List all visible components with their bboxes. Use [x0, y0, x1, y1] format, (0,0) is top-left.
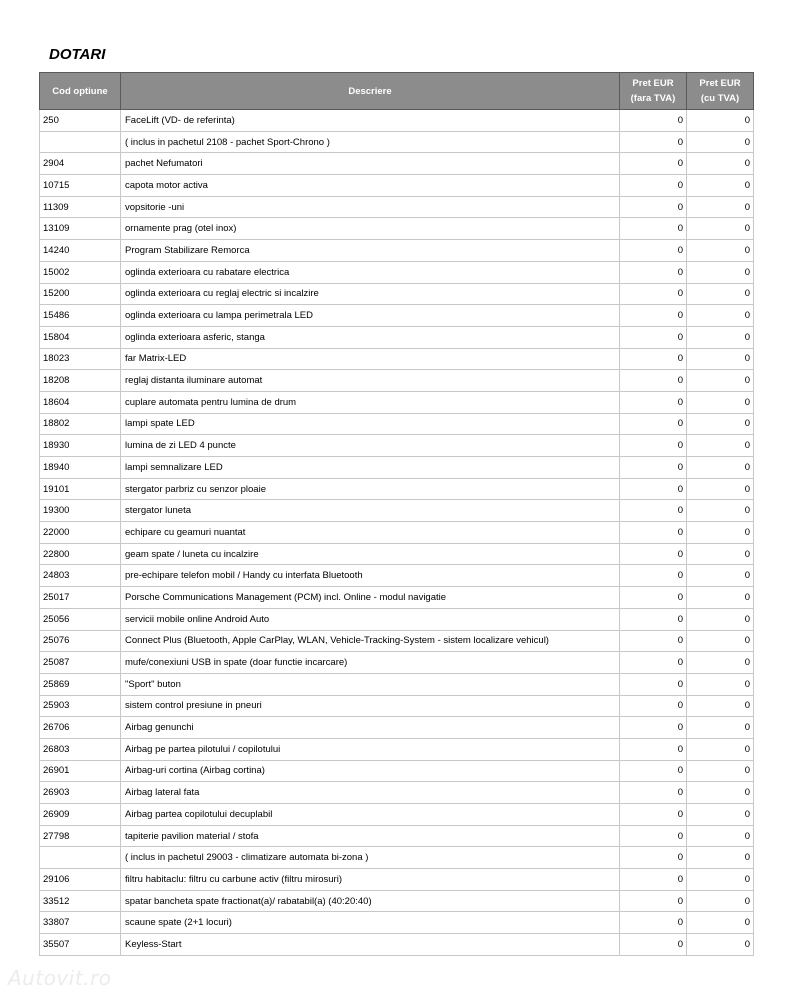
cell-description: oglinda exterioara cu reglaj electric si incalzire: [121, 283, 620, 305]
cell-description: pre-echipare telefon mobil / Handy cu interfata Bluetooth: [121, 565, 620, 587]
table-row: [40, 110, 754, 132]
cell-price-incl-vat: 0: [687, 543, 754, 565]
cell-price-excl-vat: 0: [620, 305, 687, 327]
cell-description: scaune spate (2+1 locuri): [121, 912, 620, 934]
cell-price-incl-vat: 0: [687, 760, 754, 782]
table-row: [40, 608, 754, 630]
cell-code: 19101: [40, 478, 121, 500]
cell-price-incl-vat: 0: [687, 435, 754, 457]
cell-price-excl-vat: 0: [620, 695, 687, 717]
cell-price-excl-vat: 0: [620, 890, 687, 912]
table-header-row: [40, 73, 754, 110]
watermark-logo: Autovit.ro: [8, 966, 112, 990]
cell-description: Program Stabilizare Remorca: [121, 240, 620, 262]
cell-description: lumina de zi LED 4 puncte: [121, 435, 620, 457]
table-row: [40, 630, 754, 652]
cell-description: Connect Plus (Bluetooth, Apple CarPlay, WLAN, Vehicle-Tracking-System - sistem localizare vehicul): [121, 630, 620, 652]
table-row: [40, 673, 754, 695]
cell-code: 25903: [40, 695, 121, 717]
cell-price-excl-vat: 0: [620, 196, 687, 218]
cell-code: 18940: [40, 457, 121, 479]
table-row: [40, 522, 754, 544]
header-price-incl-line1: Pret EUR: [699, 78, 741, 89]
cell-price-excl-vat: 0: [620, 218, 687, 240]
cell-description: "Sport" buton: [121, 673, 620, 695]
cell-price-incl-vat: 0: [687, 587, 754, 609]
cell-description: echipare cu geamuri nuantat: [121, 522, 620, 544]
cell-code: 26803: [40, 738, 121, 760]
table-row: [40, 543, 754, 565]
cell-price-incl-vat: 0: [687, 261, 754, 283]
cell-price-incl-vat: 0: [687, 695, 754, 717]
table-row: [40, 652, 754, 674]
cell-price-excl-vat: 0: [620, 457, 687, 479]
cell-code: 13109: [40, 218, 121, 240]
cell-code: 33512: [40, 890, 121, 912]
cell-price-excl-vat: 0: [620, 110, 687, 132]
cell-price-excl-vat: 0: [620, 717, 687, 739]
cell-price-incl-vat: 0: [687, 391, 754, 413]
cell-description: Porsche Communications Management (PCM) incl. Online - modul navigatie: [121, 587, 620, 609]
cell-code: 35507: [40, 934, 121, 956]
cell-price-excl-vat: 0: [620, 175, 687, 197]
cell-code: 25017: [40, 587, 121, 609]
page-title: DOTARI: [49, 46, 106, 63]
cell-code: 18930: [40, 435, 121, 457]
cell-price-incl-vat: 0: [687, 890, 754, 912]
cell-code: 26901: [40, 760, 121, 782]
table-row: [40, 305, 754, 327]
header-price-excl-line2: (fara TVA): [630, 93, 676, 104]
cell-code: 22000: [40, 522, 121, 544]
cell-description: oglinda exterioara asferic, stanga: [121, 326, 620, 348]
cell-description: oglinda exterioara cu lampa perimetrala LED: [121, 305, 620, 327]
table-row: [40, 261, 754, 283]
cell-code: 25056: [40, 608, 121, 630]
cell-price-incl-vat: 0: [687, 565, 754, 587]
options-table: [39, 72, 754, 956]
cell-code: 18604: [40, 391, 121, 413]
table-row: [40, 391, 754, 413]
cell-description: lampi semnalizare LED: [121, 457, 620, 479]
cell-code: [40, 847, 121, 869]
table-row: [40, 413, 754, 435]
cell-price-incl-vat: 0: [687, 131, 754, 153]
cell-price-excl-vat: 0: [620, 847, 687, 869]
cell-price-excl-vat: 0: [620, 587, 687, 609]
table-row: [40, 326, 754, 348]
table-row: [40, 370, 754, 392]
cell-price-excl-vat: 0: [620, 652, 687, 674]
cell-description: cuplare automata pentru lumina de drum: [121, 391, 620, 413]
cell-price-excl-vat: 0: [620, 348, 687, 370]
header-price-incl-line2: (cu TVA): [700, 93, 740, 104]
header-description: Descriere: [121, 73, 620, 110]
cell-price-excl-vat: 0: [620, 912, 687, 934]
table-row: [40, 912, 754, 934]
cell-price-incl-vat: 0: [687, 847, 754, 869]
cell-price-incl-vat: 0: [687, 218, 754, 240]
cell-code: 22800: [40, 543, 121, 565]
cell-price-excl-vat: 0: [620, 804, 687, 826]
table-row: [40, 869, 754, 891]
cell-code: 15804: [40, 326, 121, 348]
cell-price-incl-vat: 0: [687, 825, 754, 847]
cell-price-incl-vat: 0: [687, 782, 754, 804]
cell-price-excl-vat: 0: [620, 673, 687, 695]
cell-price-excl-vat: 0: [620, 522, 687, 544]
cell-price-incl-vat: 0: [687, 110, 754, 132]
cell-price-excl-vat: 0: [620, 565, 687, 587]
cell-price-incl-vat: 0: [687, 370, 754, 392]
cell-price-incl-vat: 0: [687, 478, 754, 500]
cell-code: 10715: [40, 175, 121, 197]
cell-code: 25087: [40, 652, 121, 674]
table-row: [40, 934, 754, 956]
cell-price-excl-vat: 0: [620, 326, 687, 348]
cell-price-excl-vat: 0: [620, 370, 687, 392]
cell-code: 11309: [40, 196, 121, 218]
cell-price-incl-vat: 0: [687, 522, 754, 544]
cell-price-excl-vat: 0: [620, 608, 687, 630]
cell-price-incl-vat: 0: [687, 326, 754, 348]
cell-code: 25076: [40, 630, 121, 652]
cell-code: 15002: [40, 261, 121, 283]
cell-description: Airbag-uri cortina (Airbag cortina): [121, 760, 620, 782]
cell-price-incl-vat: 0: [687, 912, 754, 934]
table-row: [40, 587, 754, 609]
header-price-excl-vat: [620, 73, 687, 110]
cell-description: geam spate / luneta cu incalzire: [121, 543, 620, 565]
table-row: [40, 565, 754, 587]
cell-description: sistem control presiune in pneuri: [121, 695, 620, 717]
table-row: [40, 500, 754, 522]
cell-price-incl-vat: 0: [687, 652, 754, 674]
cell-price-incl-vat: 0: [687, 673, 754, 695]
cell-price-excl-vat: 0: [620, 760, 687, 782]
cell-code: 27798: [40, 825, 121, 847]
cell-description: Airbag pe partea pilotului / copilotului: [121, 738, 620, 760]
table-row: [40, 760, 754, 782]
cell-price-incl-vat: 0: [687, 500, 754, 522]
table-row: [40, 804, 754, 826]
table-row: [40, 890, 754, 912]
cell-price-incl-vat: 0: [687, 457, 754, 479]
header-price-excl-line1: Pret EUR: [632, 78, 674, 89]
cell-code: 18802: [40, 413, 121, 435]
cell-price-incl-vat: 0: [687, 175, 754, 197]
cell-description: capota motor activa: [121, 175, 620, 197]
cell-price-excl-vat: 0: [620, 413, 687, 435]
cell-price-excl-vat: 0: [620, 240, 687, 262]
cell-price-excl-vat: 0: [620, 283, 687, 305]
table-row: [40, 457, 754, 479]
table-row: [40, 738, 754, 760]
cell-price-excl-vat: 0: [620, 500, 687, 522]
table-row: [40, 131, 754, 153]
cell-description: Airbag partea copilotului decuplabil: [121, 804, 620, 826]
cell-code: 250: [40, 110, 121, 132]
table-row: [40, 782, 754, 804]
cell-price-excl-vat: 0: [620, 825, 687, 847]
cell-code: 18208: [40, 370, 121, 392]
cell-price-excl-vat: 0: [620, 478, 687, 500]
cell-description: tapiterie pavilion material / stofa: [121, 825, 620, 847]
cell-description: ornamente prag (otel inox): [121, 218, 620, 240]
table-row: [40, 435, 754, 457]
cell-description: vopsitorie -uni: [121, 196, 620, 218]
table-row: [40, 218, 754, 240]
cell-code: 25869: [40, 673, 121, 695]
header-code: Cod optiune: [40, 73, 121, 110]
cell-price-incl-vat: 0: [687, 348, 754, 370]
cell-description: ( inclus in pachetul 2108 - pachet Sport-Chrono ): [121, 131, 620, 153]
cell-code: 26909: [40, 804, 121, 826]
cell-price-incl-vat: 0: [687, 869, 754, 891]
cell-code: 15200: [40, 283, 121, 305]
table-row: [40, 478, 754, 500]
cell-price-incl-vat: 0: [687, 153, 754, 175]
cell-description: stergator luneta: [121, 500, 620, 522]
table-row: [40, 153, 754, 175]
cell-price-incl-vat: 0: [687, 413, 754, 435]
cell-description: reglaj distanta iluminare automat: [121, 370, 620, 392]
table-row: [40, 348, 754, 370]
cell-price-incl-vat: 0: [687, 804, 754, 826]
cell-price-excl-vat: 0: [620, 869, 687, 891]
header-price-incl-vat: [687, 73, 754, 110]
cell-price-incl-vat: 0: [687, 608, 754, 630]
cell-description: Airbag genunchi: [121, 717, 620, 739]
cell-description: ( inclus in pachetul 29003 - climatizare automata bi-zona ): [121, 847, 620, 869]
cell-description: spatar bancheta spate fractionat(a)/ rabatabil(a) (40:20:40): [121, 890, 620, 912]
cell-code: 33807: [40, 912, 121, 934]
cell-description: oglinda exterioara cu rabatare electrica: [121, 261, 620, 283]
cell-code: 24803: [40, 565, 121, 587]
table-row: [40, 847, 754, 869]
cell-price-excl-vat: 0: [620, 435, 687, 457]
table-row: [40, 283, 754, 305]
cell-price-incl-vat: 0: [687, 196, 754, 218]
table-row: [40, 695, 754, 717]
cell-code: 18023: [40, 348, 121, 370]
cell-description: Airbag lateral fata: [121, 782, 620, 804]
cell-price-excl-vat: 0: [620, 738, 687, 760]
table-row: [40, 240, 754, 262]
cell-price-incl-vat: 0: [687, 305, 754, 327]
cell-code: 15486: [40, 305, 121, 327]
cell-price-excl-vat: 0: [620, 630, 687, 652]
cell-description: FaceLift (VD- de referinta): [121, 110, 620, 132]
cell-code: 14240: [40, 240, 121, 262]
cell-price-excl-vat: 0: [620, 391, 687, 413]
cell-price-excl-vat: 0: [620, 261, 687, 283]
cell-code: 26706: [40, 717, 121, 739]
cell-price-excl-vat: 0: [620, 153, 687, 175]
cell-description: lampi spate LED: [121, 413, 620, 435]
cell-price-incl-vat: 0: [687, 934, 754, 956]
cell-code: 29106: [40, 869, 121, 891]
cell-price-incl-vat: 0: [687, 738, 754, 760]
cell-code: [40, 131, 121, 153]
table-row: [40, 175, 754, 197]
cell-price-incl-vat: 0: [687, 717, 754, 739]
cell-description: far Matrix-LED: [121, 348, 620, 370]
cell-price-excl-vat: 0: [620, 543, 687, 565]
cell-code: 2904: [40, 153, 121, 175]
cell-description: Keyless-Start: [121, 934, 620, 956]
table-row: [40, 825, 754, 847]
cell-description: servicii mobile online Android Auto: [121, 608, 620, 630]
cell-price-incl-vat: 0: [687, 240, 754, 262]
cell-price-incl-vat: 0: [687, 630, 754, 652]
cell-description: filtru habitaclu: filtru cu carbune activ (filtru mirosuri): [121, 869, 620, 891]
cell-price-incl-vat: 0: [687, 283, 754, 305]
cell-code: 26903: [40, 782, 121, 804]
cell-description: pachet Nefumatori: [121, 153, 620, 175]
cell-price-excl-vat: 0: [620, 782, 687, 804]
cell-price-excl-vat: 0: [620, 131, 687, 153]
cell-description: mufe/conexiuni USB in spate (doar functie incarcare): [121, 652, 620, 674]
cell-description: stergator parbriz cu senzor ploaie: [121, 478, 620, 500]
cell-price-excl-vat: 0: [620, 934, 687, 956]
table-row: [40, 717, 754, 739]
cell-code: 19300: [40, 500, 121, 522]
table-row: [40, 196, 754, 218]
